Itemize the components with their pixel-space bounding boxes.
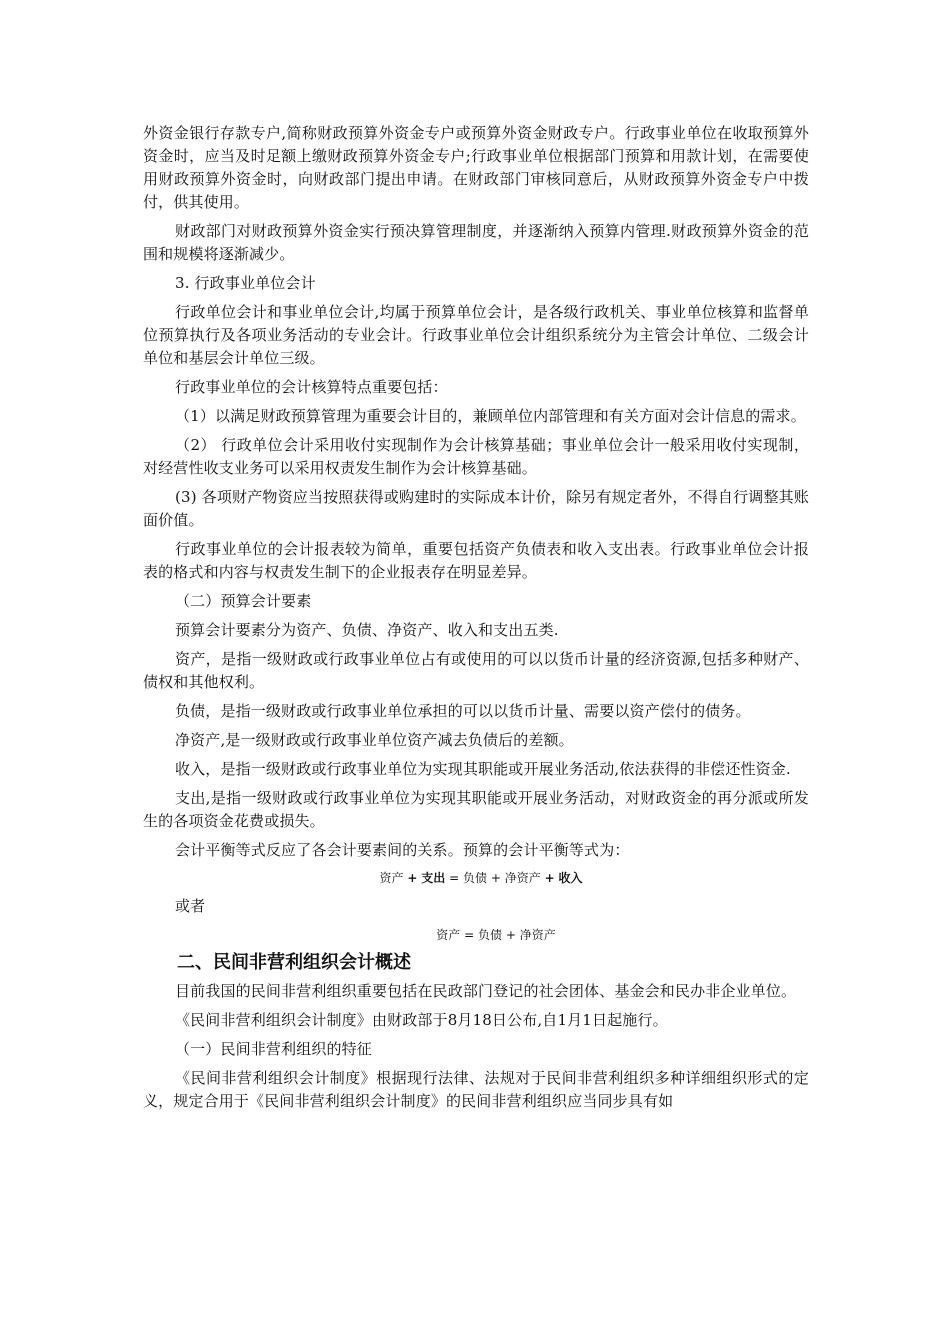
- equation-operator: =: [464, 928, 475, 942]
- subsection-heading: （二）预算会计要素: [175, 592, 312, 610]
- paragraph: 净资产,是一级财政或行政事业单位资产减去负债后的差额。: [175, 731, 574, 749]
- equation-term: 净资产: [504, 871, 541, 885]
- equation-operator: +: [407, 871, 418, 885]
- paragraph: 负债，是指一级财政或行政事业单位承担的可以以货币计量、需要以资产偿付的债务。: [175, 702, 751, 720]
- paragraph: 目前我国的民间非营利组织重要包括在民政部门登记的社会团体、基金会和民办非企业单位。: [175, 982, 797, 1000]
- accounting-equation: [143, 869, 809, 887]
- paragraph: 行政事业单位的会计报表较为简单，重要包括资产负债表和收入支出表。行政事业单位会计报表的格式和内容与权责发生制下的企业报表存在明显差异。: [143, 540, 809, 581]
- paragraph: 行政单位会计和事业单位会计,均属于预算单位会计，是各级行政机关、事业单位核算和监督单位预算执行及各项业务活动的专业会计。行政事业单位会计组织系统分为主管会计单位、二级会计单位和基层会计单位三级。: [143, 303, 809, 367]
- equation-term: 净资产: [519, 928, 556, 942]
- section-heading: 3. 行政事业单位会计: [175, 274, 316, 292]
- equation-term: 负债: [462, 871, 487, 885]
- paragraph: 《民间非营利组织会计制度》根据现行法律、法规对于民间非营利组织多种详细组织形式的定义，规定合用于《民间非营利组织会计制度》的民间非营利组织应当同步具有如: [143, 1069, 809, 1110]
- paragraph: 预算会计要素分为资产、负债、净资产、收入和支出五类.: [175, 621, 559, 639]
- paragraph: 收入，是指一级财政或行政事业单位为实现其职能或开展业务活动,依法获得的非偿还性资金.: [175, 760, 791, 778]
- paragraph: 支出,是指一级财政或行政事业单位为实现其职能或开展业务活动，对财政资金的再分派或所发生的各项资金花费或损失。: [143, 789, 809, 830]
- equation-operator: =: [449, 871, 460, 885]
- paragraph: 资产，是指一级财政或行政事业单位占有或使用的可以以货币计量的经济资源,包括多种财产、债权和其他权利。: [143, 650, 809, 691]
- chapter-heading: 二、民间非营利组织会计概述: [177, 952, 411, 973]
- list-item: （1）以满足财政预算管理为重要会计目的，兼顾单位内部管理和有关方面对会计信息的需求。: [175, 407, 806, 425]
- equation-term: 收入: [558, 871, 583, 885]
- equation-operator: +: [505, 928, 516, 942]
- paragraph: 会计平衡等式反应了各会计要素间的关系。预算的会计平衡等式为：: [175, 841, 630, 859]
- list-item: （2） 行政单位会计采用收付实现制作为会计核算基础；事业单位会计一般采用收付实现制，对经营性收支业务可以采用权责发生制作为会计核算基础。: [143, 436, 809, 477]
- paragraph: 行政事业单位的会计核算特点重要包括：: [175, 378, 448, 396]
- paragraph: 外资金银行存款专户,简称财政预算外资金专户或预算外资金财政专户。行政事业单位在收取预算外资金时，应当及时足额上缴财政预算外资金专户;行政事业单位根据部门预算和用款计划，在需要使用财政预算外资金时，向财政部门提出申请。在财政部门审核同意后，从财政预算外资金专户中拨付，供其使用。: [143, 124, 809, 211]
- equation-operator: +: [544, 871, 555, 885]
- equation-term: 资产: [436, 928, 461, 942]
- accounting-equation: [143, 926, 809, 944]
- equation-term: 资产: [379, 871, 404, 885]
- paragraph: 或者: [175, 897, 206, 915]
- equation-operator: +: [490, 871, 501, 885]
- equation-term: 支出: [421, 871, 446, 885]
- paragraph: 财政部门对财政预算外资金实行预决算管理制度，并逐渐纳入预算内管理.财政预算外资金的范围和规模将逐渐减少。: [143, 222, 809, 263]
- paragraph: 《民间非营利组织会计制度》由财政部于8月18日公布,自1月1日起施行。: [175, 1011, 668, 1029]
- equation-term: 负债: [477, 928, 502, 942]
- subsection-heading: （一）民间非营利组织的特征: [175, 1040, 372, 1058]
- document-body: [143, 122, 809, 1113]
- list-item: (3) 各项财产物资应当按照获得或购建时的实际成本计价，除另有规定者外，不得自行调整其账面价值。: [143, 488, 809, 529]
